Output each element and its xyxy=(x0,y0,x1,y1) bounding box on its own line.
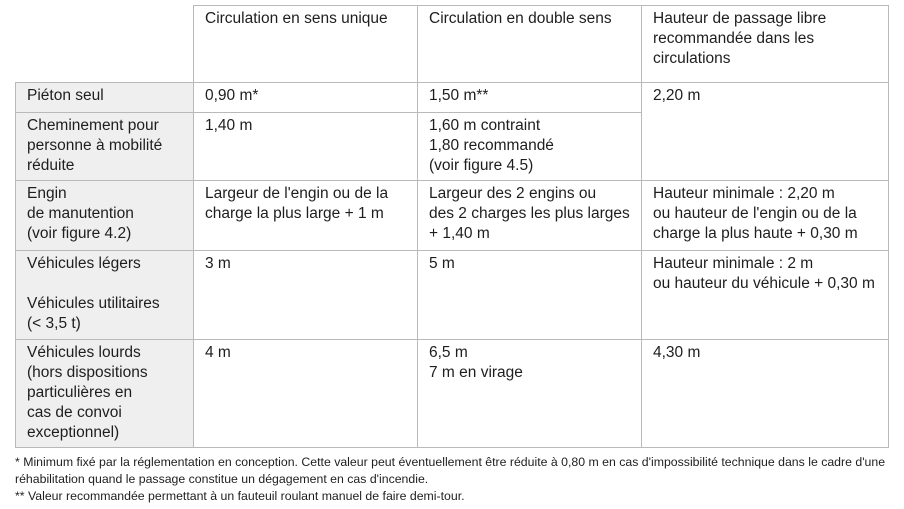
cell-text: Hauteur minimale : 2,20 m xyxy=(653,185,835,202)
cell-two-way xyxy=(418,340,642,448)
circulation-width-table xyxy=(15,5,889,448)
cell-text: des 2 charges les plus larges xyxy=(429,205,630,222)
row-label: particulières en xyxy=(27,384,133,401)
cell-text: ou hauteur de l'engin ou de la xyxy=(653,205,857,222)
cell-text: charge la plus large + 1 m xyxy=(205,205,384,222)
row-label: Véhicules utilitaires xyxy=(27,295,160,312)
cell-height-merged xyxy=(642,83,889,181)
row-label: Véhicules légers xyxy=(27,255,141,272)
row-label: cas de convoi xyxy=(27,404,122,421)
cell-one-way xyxy=(194,251,418,340)
row-label: (< 3,5 t) xyxy=(27,315,81,332)
row-header-handling-equipment xyxy=(16,181,194,251)
corner-cell xyxy=(16,6,194,83)
footnote-minimum: * Minimum fixé par la réglementation en conception. Cette valeur peut éventuellement être réduite à 0,80 m en cas d'impossibilité technique dans le cadre d'une réhabilitation quand le passage constitue un dégagement en cas d'incendie. xyxy=(15,455,886,486)
cell-text: 1,60 m contraint xyxy=(429,117,541,134)
column-header-two-way: Circulation en double sens xyxy=(418,6,642,83)
column-header-clear-height: Hauteur de passage libre recommandée dans les circulations xyxy=(642,6,889,83)
cell-two-way xyxy=(418,83,642,113)
cell-text: 1,40 m xyxy=(205,117,253,134)
row-label: Cheminement pour xyxy=(27,117,159,134)
cell-text: charge la plus haute + 0,30 m xyxy=(653,225,858,242)
header-row xyxy=(16,6,889,83)
row-label: Véhicules lourds xyxy=(27,344,141,361)
cell-two-way xyxy=(418,251,642,340)
cell-text: 7 m en virage xyxy=(429,364,523,381)
table-row-pedestrian xyxy=(16,83,889,113)
cell-text: 0,90 m* xyxy=(205,87,259,104)
cell-text: 1,80 recommandé xyxy=(429,137,554,154)
cell-height xyxy=(642,251,889,340)
cell-height xyxy=(642,340,889,448)
footnote-recommended: ** Valeur recommandée permettant à un fauteuil roulant manuel de faire demi-tour. xyxy=(15,489,465,503)
row-label: exceptionnel) xyxy=(27,424,120,441)
row-label: personne à mobilité xyxy=(27,137,163,154)
row-label: Piéton seul xyxy=(27,87,104,104)
cell-text: Hauteur minimale : 2 m xyxy=(653,255,814,272)
cell-one-way xyxy=(194,113,418,181)
cell-one-way xyxy=(194,181,418,251)
row-header-heavy-vehicles xyxy=(16,340,194,448)
cell-one-way xyxy=(194,83,418,113)
cell-text: Largeur des 2 engins ou xyxy=(429,185,597,202)
row-label: Engin xyxy=(27,185,67,202)
cell-one-way xyxy=(194,340,418,448)
row-header-light-vehicles xyxy=(16,251,194,340)
cell-text: 5 m xyxy=(429,255,455,272)
table-row-light-vehicles xyxy=(16,251,889,340)
column-header-one-way: Circulation en sens unique xyxy=(194,6,418,83)
cell-text: 1,50 m** xyxy=(429,87,489,104)
cell-text: + 1,40 m xyxy=(429,225,490,242)
row-label: de manutention xyxy=(27,205,134,222)
cell-height xyxy=(642,181,889,251)
table-row-handling-equipment xyxy=(16,181,889,251)
cell-text: 4 m xyxy=(205,344,231,361)
row-header-reduced-mobility xyxy=(16,113,194,181)
cell-two-way xyxy=(418,113,642,181)
cell-text: 2,20 m xyxy=(653,87,701,104)
cell-text: 6,5 m xyxy=(429,344,468,361)
cell-text: ou hauteur du véhicule + 0,30 m xyxy=(653,275,875,292)
row-label-note: (voir figure 4.2) xyxy=(27,225,132,242)
table-row-heavy-vehicles xyxy=(16,340,889,448)
row-label: (hors dispositions xyxy=(27,364,148,381)
cell-text: (voir figure 4.5) xyxy=(429,157,534,174)
cell-two-way xyxy=(418,181,642,251)
row-label: réduite xyxy=(27,157,75,174)
footnotes xyxy=(15,454,895,505)
cell-text: 3 m xyxy=(205,255,231,272)
row-label-spacer xyxy=(27,274,183,294)
cell-text: 4,30 m xyxy=(653,344,701,361)
cell-text: Largeur de l'engin ou de la xyxy=(205,185,389,202)
row-header-pedestrian xyxy=(16,83,194,113)
